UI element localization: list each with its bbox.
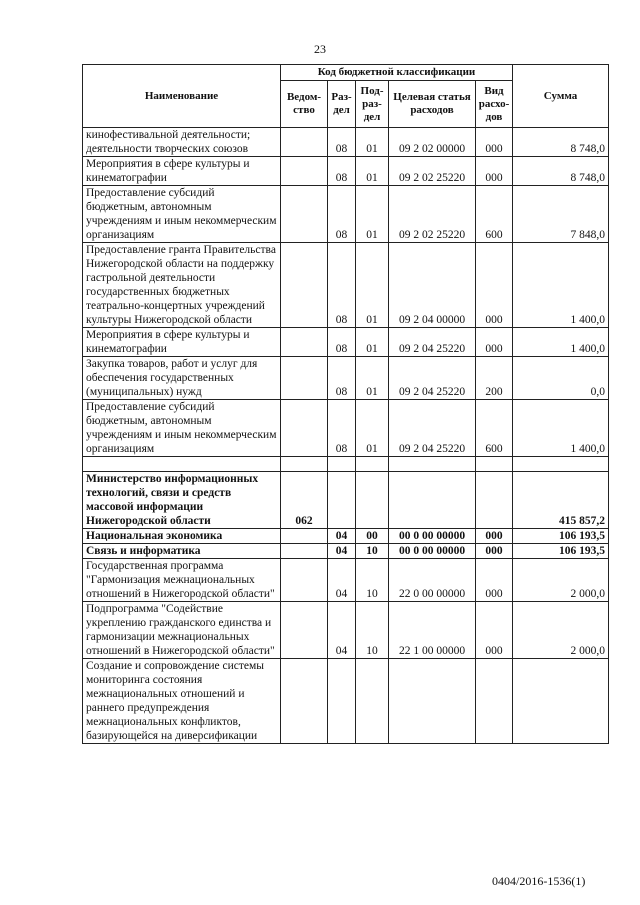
cell-vid-raskhodov: 000 xyxy=(476,157,513,186)
cell-podrazdel: 00 xyxy=(356,529,389,544)
cell-name: Министерство информационных технологий, связи и средств массовой информации Нижегородской области xyxy=(83,472,281,529)
table-row xyxy=(83,529,609,544)
cell-sum: 8 748,0 xyxy=(513,128,609,157)
table-row xyxy=(83,602,609,659)
cell-sum: 106 193,5 xyxy=(513,529,609,544)
header-podrazdel: Под-раз-дел xyxy=(356,81,389,128)
cell-vid-raskhodov xyxy=(476,457,513,472)
cell-name: Предоставление субсидий бюджетным, автономным учреждениям и иным некоммерческим организациям xyxy=(83,400,281,457)
cell-sum: 1 400,0 xyxy=(513,328,609,357)
cell-celevaya-statya: 09 2 04 25220 xyxy=(389,357,476,400)
cell-sum: 1 400,0 xyxy=(513,243,609,328)
cell-vid-raskhodov: 600 xyxy=(476,400,513,457)
cell-podrazdel: 01 xyxy=(356,243,389,328)
cell-celevaya-statya: 09 2 02 25220 xyxy=(389,186,476,243)
cell-razdel: 04 xyxy=(328,602,356,659)
cell-razdel xyxy=(328,659,356,744)
cell-name: Национальная экономика xyxy=(83,529,281,544)
cell-razdel: 08 xyxy=(328,357,356,400)
cell-razdel: 08 xyxy=(328,328,356,357)
cell-celevaya-statya: 00 0 00 00000 xyxy=(389,544,476,559)
header-vedomstvo: Ведом-ство xyxy=(281,81,328,128)
cell-razdel: 04 xyxy=(328,559,356,602)
cell-vedomstvo xyxy=(281,128,328,157)
cell-podrazdel: 10 xyxy=(356,602,389,659)
cell-celevaya-statya xyxy=(389,472,476,529)
cell-vid-raskhodov: 000 xyxy=(476,544,513,559)
budget-table-body xyxy=(83,128,609,744)
cell-celevaya-statya: 09 2 04 25220 xyxy=(389,400,476,457)
cell-vedomstvo xyxy=(281,544,328,559)
cell-name: Подпрограмма "Содействие укреплению гражданского единства и гармонизации межнациональных отношений в Нижегородской области" xyxy=(83,602,281,659)
table-row xyxy=(83,328,609,357)
cell-vedomstvo xyxy=(281,357,328,400)
cell-vid-raskhodov: 000 xyxy=(476,328,513,357)
table-row xyxy=(83,157,609,186)
cell-name: кинофестивальной деятельности; деятельности творческих союзов xyxy=(83,128,281,157)
cell-vedomstvo xyxy=(281,243,328,328)
cell-vedomstvo xyxy=(281,659,328,744)
budget-table xyxy=(82,64,609,744)
table-row xyxy=(83,243,609,328)
table-row xyxy=(83,559,609,602)
cell-razdel xyxy=(328,457,356,472)
cell-name: Предоставление субсидий бюджетным, автономным учреждениям и иным некоммерческим организациям xyxy=(83,186,281,243)
cell-sum: 1 400,0 xyxy=(513,400,609,457)
cell-razdel: 08 xyxy=(328,186,356,243)
table-row xyxy=(83,128,609,157)
cell-celevaya-statya: 00 0 00 00000 xyxy=(389,529,476,544)
cell-vid-raskhodov: 000 xyxy=(476,529,513,544)
cell-podrazdel: 01 xyxy=(356,328,389,357)
cell-podrazdel xyxy=(356,659,389,744)
cell-sum: 2 000,0 xyxy=(513,559,609,602)
cell-vedomstvo: 062 xyxy=(281,472,328,529)
cell-sum xyxy=(513,659,609,744)
cell-name: Мероприятия в сфере культуры и кинематографии xyxy=(83,328,281,357)
cell-sum: 8 748,0 xyxy=(513,157,609,186)
cell-podrazdel: 01 xyxy=(356,400,389,457)
table-row xyxy=(83,457,609,472)
cell-sum: 415 857,2 xyxy=(513,472,609,529)
cell-sum: 0,0 xyxy=(513,357,609,400)
cell-razdel: 04 xyxy=(328,529,356,544)
cell-podrazdel: 01 xyxy=(356,357,389,400)
table-row xyxy=(83,472,609,529)
table-row xyxy=(83,186,609,243)
cell-vid-raskhodov xyxy=(476,659,513,744)
cell-podrazdel xyxy=(356,457,389,472)
cell-razdel: 08 xyxy=(328,157,356,186)
page-number: 23 xyxy=(314,42,326,56)
cell-name: Государственная программа "Гармонизация межнациональных отношений в Нижегородской области" xyxy=(83,559,281,602)
cell-sum: 7 848,0 xyxy=(513,186,609,243)
cell-vedomstvo xyxy=(281,157,328,186)
cell-razdel: 08 xyxy=(328,128,356,157)
cell-razdel: 08 xyxy=(328,400,356,457)
cell-podrazdel: 10 xyxy=(356,559,389,602)
cell-name xyxy=(83,457,281,472)
cell-razdel: 04 xyxy=(328,544,356,559)
header-name: Наименование xyxy=(83,65,281,128)
cell-podrazdel xyxy=(356,472,389,529)
cell-celevaya-statya: 22 1 00 00000 xyxy=(389,602,476,659)
cell-vid-raskhodov: 200 xyxy=(476,357,513,400)
cell-podrazdel: 01 xyxy=(356,128,389,157)
cell-podrazdel: 01 xyxy=(356,186,389,243)
cell-vedomstvo xyxy=(281,400,328,457)
cell-name: Предоставление гранта Правительства Нижегородской области на поддержку гастрольной деятельности государственных бюджетных театрально-концертных учреждений культуры Нижегородской области xyxy=(83,243,281,328)
header-razdel: Раз-дел xyxy=(328,81,356,128)
cell-podrazdel: 01 xyxy=(356,157,389,186)
cell-vedomstvo xyxy=(281,602,328,659)
cell-vid-raskhodov xyxy=(476,472,513,529)
cell-vedomstvo xyxy=(281,328,328,357)
header-vid-raskhodov: Вид расхо-дов xyxy=(476,81,513,128)
cell-sum: 2 000,0 xyxy=(513,602,609,659)
table-row xyxy=(83,659,609,744)
cell-celevaya-statya: 09 2 02 00000 xyxy=(389,128,476,157)
cell-celevaya-statya: 09 2 02 25220 xyxy=(389,157,476,186)
cell-celevaya-statya: 09 2 04 25220 xyxy=(389,328,476,357)
cell-vid-raskhodov: 000 xyxy=(476,243,513,328)
cell-vid-raskhodov: 000 xyxy=(476,602,513,659)
cell-name: Мероприятия в сфере культуры и кинематографии xyxy=(83,157,281,186)
table-row xyxy=(83,400,609,457)
cell-vid-raskhodov: 000 xyxy=(476,128,513,157)
cell-sum: 106 193,5 xyxy=(513,544,609,559)
cell-vedomstvo xyxy=(281,529,328,544)
cell-celevaya-statya: 22 0 00 00000 xyxy=(389,559,476,602)
cell-vid-raskhodov: 600 xyxy=(476,186,513,243)
table-row xyxy=(83,544,609,559)
header-classification-code: Код бюджетной классификации xyxy=(281,65,513,81)
cell-vedomstvo xyxy=(281,186,328,243)
cell-vedomstvo xyxy=(281,457,328,472)
cell-razdel xyxy=(328,472,356,529)
cell-celevaya-statya: 09 2 04 00000 xyxy=(389,243,476,328)
header-celevaya-statya: Целевая статья расходов xyxy=(389,81,476,128)
table-row xyxy=(83,357,609,400)
cell-vedomstvo xyxy=(281,559,328,602)
cell-celevaya-statya xyxy=(389,659,476,744)
cell-sum xyxy=(513,457,609,472)
cell-podrazdel: 10 xyxy=(356,544,389,559)
cell-vid-raskhodov: 000 xyxy=(476,559,513,602)
document-code: 0404/2016-1536(1) xyxy=(492,874,586,888)
cell-name: Создание и сопровождение системы мониторинга состояния межнациональных отношений и раннего предупреждения межнациональных конфликтов, базирующейся на диверсификации xyxy=(83,659,281,744)
cell-celevaya-statya xyxy=(389,457,476,472)
cell-razdel: 08 xyxy=(328,243,356,328)
header-sum: Сумма xyxy=(513,65,609,128)
cell-name: Закупка товаров, работ и услуг для обеспечения государственных (муниципальных) нужд xyxy=(83,357,281,400)
cell-name: Связь и информатика xyxy=(83,544,281,559)
